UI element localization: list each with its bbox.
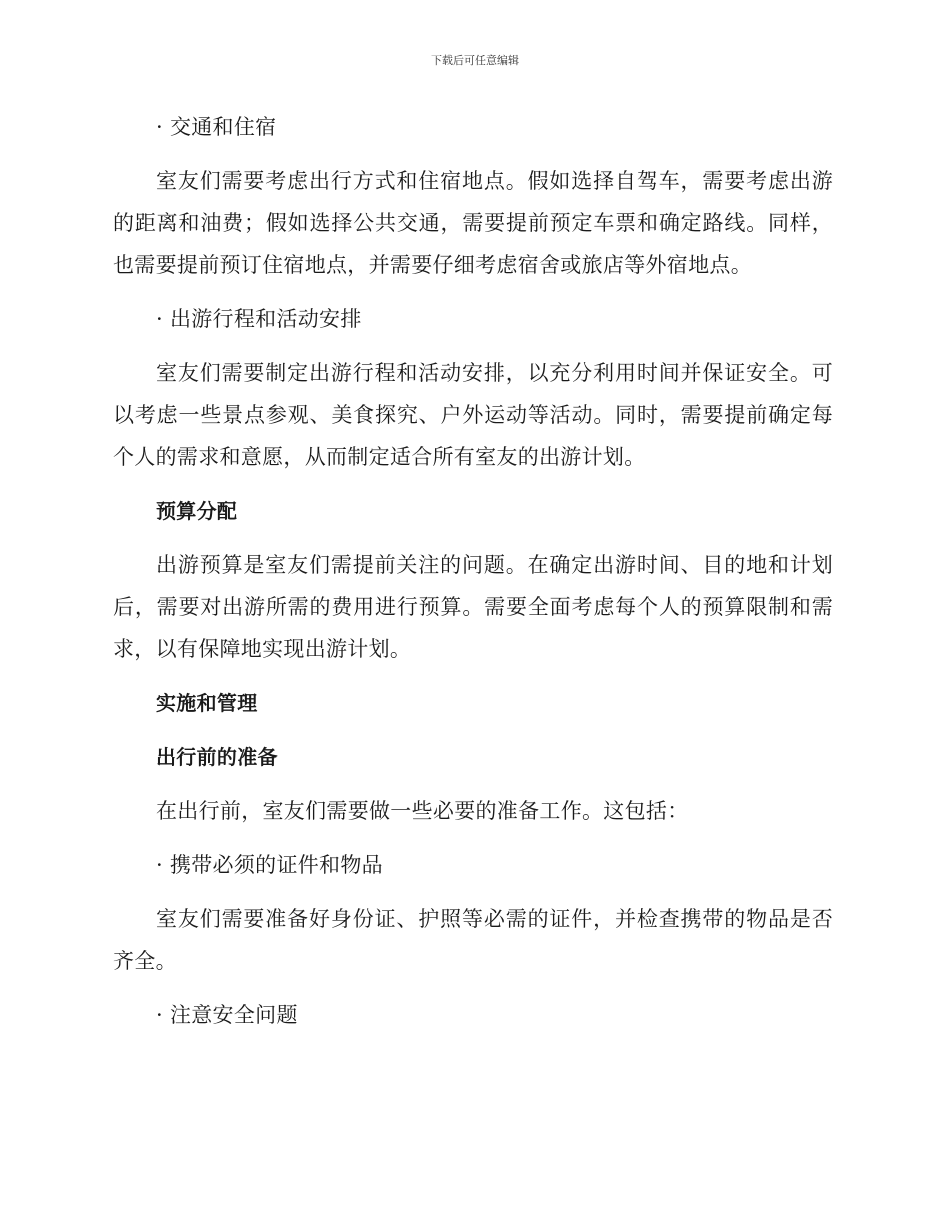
paragraph-preparation-intro: 在出行前，室友们需要做一些必要的准备工作。这包括： xyxy=(156,799,689,823)
heading-budget: 预算分配 xyxy=(156,499,238,523)
document-body xyxy=(113,106,833,1048)
heading-implementation: 实施和管理 xyxy=(156,691,258,715)
page-header-note: 下载后可任意编辑 xyxy=(431,54,519,67)
bullet-safety: · 注意安全问题 xyxy=(156,1003,298,1027)
bullet-documents: · 携带必须的证件和物品 xyxy=(156,853,383,877)
bullet-transport-lodging: · 交通和住宿 xyxy=(156,115,277,139)
bullet-itinerary: · 出游行程和活动安排 xyxy=(156,307,362,331)
heading-preparation: 出行前的准备 xyxy=(156,745,278,769)
paragraph-budget: 出游预算是室友们需提前关注的问题。在确定出游时间、目的地和计划后，需要对出游所需的费用进行预算。需要全面考虑每个人的预算限制和需求，以有保障地实现出游计划。 xyxy=(113,553,833,661)
paragraph-itinerary: 室友们需要制定出游行程和活动安排，以充分利用时间并保证安全。可以考虑一些景点参观、美食探究、户外运动等活动。同时，需要提前确定每个人的需求和意愿，从而制定适合所有室友的出游计划。 xyxy=(113,361,833,469)
paragraph-transport-lodging: 室友们需要考虑出行方式和住宿地点。假如选择自驾车，需要考虑出游的距离和油费；假如选择公共交通，需要提前预定车票和确定路线。同样，也需要提前预订住宿地点，并需要仔细考虑宿舍或旅店等外宿地点。 xyxy=(113,169,833,277)
paragraph-documents: 室友们需要准备好身份证、护照等必需的证件，并检查携带的物品是否齐全。 xyxy=(113,907,833,973)
